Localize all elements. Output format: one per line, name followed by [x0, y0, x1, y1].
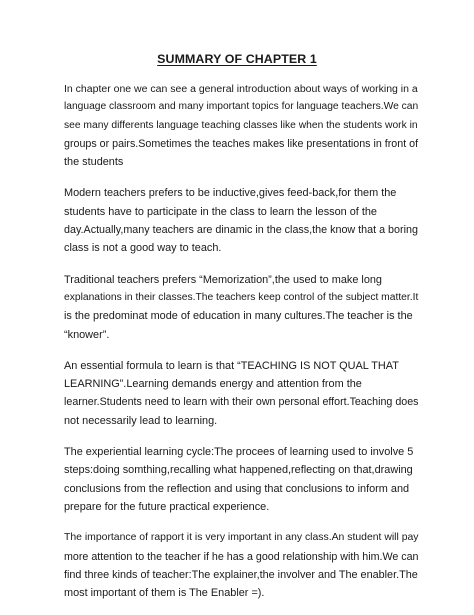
- text-line: Modern teachers prefers to be inductive,gives feed-back,for them the: [64, 187, 397, 200]
- text-line: most important of them is The Enabler =).: [64, 587, 265, 600]
- text-line: the students: [64, 156, 124, 169]
- text-line: not necessarily lead to learning.: [64, 414, 218, 427]
- text-line: day.Actually,many teachers are dinamic in the class,the know that a boring: [64, 224, 418, 237]
- document-title: SUMMARY OF CHAPTER 1: [157, 52, 317, 66]
- paragraph-rapport: [64, 529, 418, 602]
- paragraph-traditional-teachers: [64, 271, 418, 344]
- text-line: students have to participate in the class to learn the lesson of the: [64, 205, 377, 218]
- text-line: steps:doing somthing,recalling what happened,reflecting on that,drawing: [64, 464, 413, 477]
- paragraph-modern-teachers: [64, 184, 418, 257]
- text-line: class is not a good way to teach.: [64, 242, 222, 255]
- text-line: Traditional teachers prefers “Memorization”,the used to make long: [64, 273, 382, 286]
- text-line: see many differents language teaching classes like when the students work in: [64, 119, 418, 131]
- text-line: more attention to the teacher if he has a good relationship with him.We can: [64, 550, 419, 563]
- text-line: conclusions from the reflection and using that conclusions to inform and: [64, 482, 410, 495]
- paragraph-essential-formula: [64, 357, 418, 430]
- paragraph-experiential-cycle: [64, 443, 418, 516]
- document-body: [64, 80, 418, 615]
- text-line: explanations in their classes.The teachers keep control of the subject matter.It: [64, 291, 419, 303]
- text-line: In chapter one we can see a general introduction about ways of working in a: [64, 83, 418, 95]
- text-line: The importance of rapport it is very important in any class.An student will pay: [64, 532, 419, 544]
- text-line: prepare for the future practical experience.: [64, 500, 270, 513]
- text-line: is the predominat mode of education in many cultures.The teacher is the: [64, 310, 413, 323]
- text-line: An essential formula to learn is that “TEACHING IS NOT QUAL THAT: [64, 359, 399, 372]
- text-line: find three kinds of teacher:The explainer,the involver and The enabler.The: [64, 568, 418, 581]
- text-line: learner.Students need to learn with their own personal effort.Teaching does: [64, 396, 419, 409]
- text-line: LEARNING”.Learning demands energy and attention from the: [64, 378, 362, 391]
- text-line: The experiential learning cycle:The procees of learning used to involve 5: [64, 446, 414, 459]
- paragraph-intro: [64, 80, 418, 171]
- text-line: language classroom and many important topics for language teachers.We can: [64, 101, 419, 113]
- text-line: groups or pairs.Sometimes the teaches makes like presentations in front of: [64, 137, 419, 150]
- text-line: “knower”.: [64, 328, 110, 341]
